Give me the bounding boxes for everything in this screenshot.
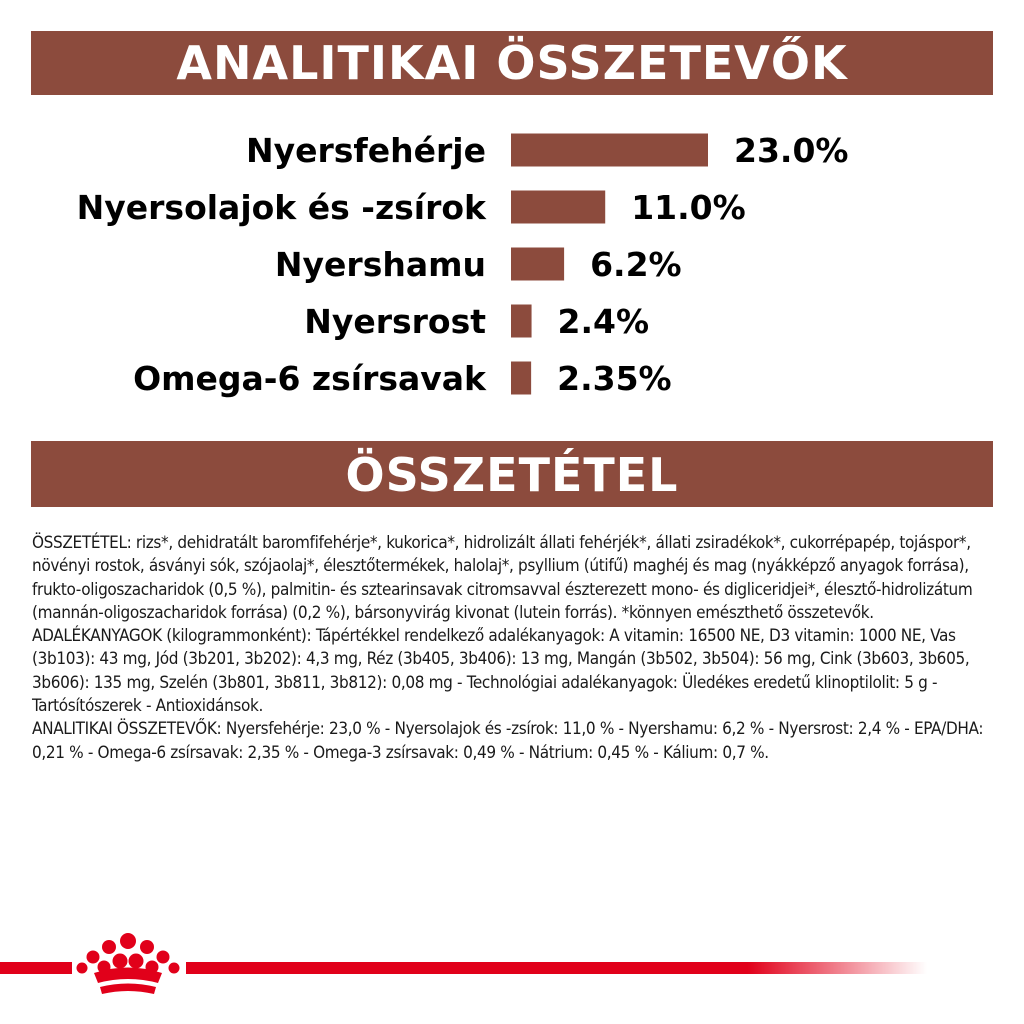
- value-label: 6.2%: [590, 245, 682, 284]
- analytics-banner-title: ANALITIKAI ÖSSZETEVŐK: [176, 36, 848, 90]
- analytics-bar-chart: [0, 110, 1024, 410]
- category-label: Nyersolajok és -zsírok: [76, 188, 486, 227]
- composition-text-block: [32, 532, 994, 765]
- composition-banner: [31, 441, 993, 507]
- bar: [511, 305, 532, 338]
- category-label: Nyershamu: [274, 245, 486, 284]
- bar: [511, 134, 708, 167]
- composition-paragraph: ÖSSZETÉTEL: rizs*, dehidratált baromfifehérje*, kukorica*, hidrolizált állati fehérjék*, állati zsiradékok*, cukorrépapép, tojáspor*, növényi rostok, ásványi sók, szójaolaj*, élesztőtermékek, halolaj*, psyllium (útifű) maghéj és mag (nyákképző anyagok forrása), frukto-oligoszacharidok (0,5 %), palmitin- és sztearinsavak citromsavval észterezett mono- és digliceridjei*, élesztő-hidrolizátum (mannán-oligoszacharidok forrása) (0,2 %), bársonyvirág kivonat (lutein forrás). *könnyen emészthető összetevők.: [32, 533, 973, 623]
- analytics-paragraph: ANALITIKAI ÖSSZETEVŐK: Nyersfehérje: 23,0 % - Nyersolajok és -zsírok: 11,0 % - Nyershamu: 6,2 % - Nyersrost: 2,4 % - EPA/DHA: 0,21 % - Omega-6 zsírsavak: 2,35 % - Omega-3 zsírsavak: 0,49 % - Nátrium: 0,45 % - Kálium: 0,7 %.: [32, 719, 984, 763]
- category-label: Nyersrost: [304, 302, 486, 341]
- crown-icon: [68, 930, 188, 1000]
- bar: [511, 191, 605, 224]
- value-label: 2.35%: [557, 359, 672, 398]
- value-label: 11.0%: [631, 188, 746, 227]
- value-label: 23.0%: [734, 131, 849, 170]
- category-label: Omega-6 zsírsavak: [133, 359, 486, 398]
- bar: [511, 362, 531, 395]
- analytics-banner: [31, 31, 993, 95]
- additives-paragraph: ADALÉKANYAGOK (kilogrammonként): Tápértékkel rendelkező adalékanyagok: A vitamin: 16500 NE, D3 vitamin: 1000 NE, Vas (3b103): 43 mg, Jód (3b201, 3b202): 4,3 mg, Réz (3b405, 3b406): 13 mg, Mangán (3b502, 3b504): 56 mg, Cink (3b603, 3b605, 3b606): 135 mg, Szelén (3b801, 3b811, 3b812): 0,08 mg - Technológiai adalékanyagok: Üledékes eredetű klinoptilolit: 5 g - Tartósítószerek - Antioxidánsok.: [32, 626, 970, 717]
- value-label: 2.4%: [557, 302, 650, 341]
- category-label: Nyersfehérje: [245, 131, 486, 170]
- composition-banner-title: ÖSSZETÉTEL: [345, 448, 679, 502]
- bar: [511, 248, 564, 281]
